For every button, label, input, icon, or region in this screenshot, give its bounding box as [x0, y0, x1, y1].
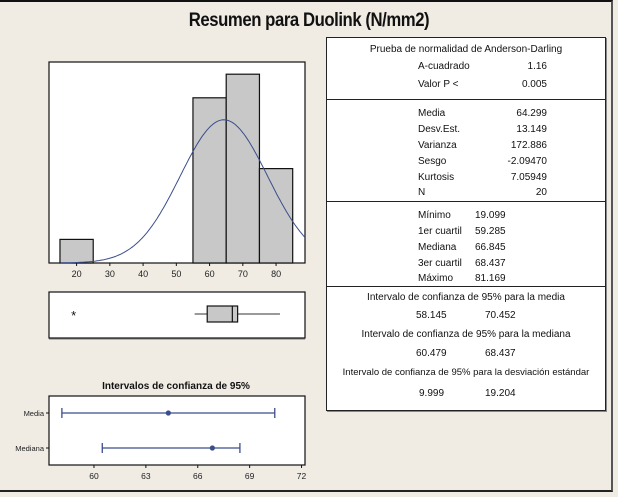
stat-value: 20	[535, 187, 547, 198]
normality-heading: Prueba de normalidad de Anderson-Darling	[369, 44, 563, 55]
ci-mean-low: 58.145	[416, 310, 447, 321]
stat-label: Kurtosis	[418, 172, 455, 183]
stat-value: 19.099	[475, 210, 506, 221]
ci-plot	[15, 381, 306, 481]
stat-value: -2.09470	[507, 156, 547, 167]
ci-median-heading: Intervalo de confianza de 95% para la mediana	[361, 329, 571, 340]
stat-value: 66.845	[475, 242, 506, 253]
tick-label: 40	[138, 269, 149, 279]
stat-value: 81.169	[475, 273, 506, 284]
tick-label: 60	[204, 269, 215, 279]
histogram-bar	[259, 169, 292, 263]
stat-label: Sesgo	[418, 156, 447, 167]
stat-label: Media	[418, 108, 446, 119]
stat-label: Varianza	[418, 140, 457, 151]
stat-label: 3er cuartil	[418, 258, 462, 269]
tick-label: 69	[244, 471, 255, 481]
tick-label: 80	[271, 269, 282, 279]
stat-value: 0.005	[521, 79, 547, 90]
moments-section	[327, 99, 605, 202]
ci-mean-heading: Intervalo de confianza de 95% para la media	[367, 292, 565, 303]
ci-estimate-dot	[210, 445, 215, 450]
tick-label: 30	[104, 269, 115, 279]
iqr-box	[207, 306, 237, 322]
stat-value: 172.886	[510, 140, 547, 151]
page-title: Resumen para Duolink (N/mm2)	[188, 10, 430, 31]
quantiles-section	[327, 201, 605, 287]
tick-label: 50	[171, 269, 182, 279]
ci-estimate-dot	[166, 410, 171, 415]
tick-label: 60	[89, 471, 99, 481]
summary-panel	[326, 37, 606, 411]
histogram-bar	[60, 239, 93, 263]
stat-value: 1.16	[527, 61, 547, 72]
tick-label: 63	[141, 471, 151, 481]
tick-label: 66	[193, 471, 203, 481]
ci-row-label: Mediana	[15, 444, 44, 453]
histogram	[49, 62, 305, 279]
histogram-bar	[193, 98, 226, 263]
ci-median-high: 68.437	[485, 348, 516, 359]
stat-label: Desv.Est.	[418, 124, 461, 135]
stat-label: A-cuadrado	[418, 61, 470, 72]
ci-sd-heading: Intervalo de confianza de 95% para la desviación estándar	[342, 367, 590, 378]
stat-value: 64.299	[516, 108, 547, 119]
histogram-bar	[226, 74, 259, 263]
ci-mean-high: 70.452	[485, 310, 516, 321]
stat-label: N	[418, 187, 426, 198]
ci-plot-title: Intervalos de confianza de 95%	[102, 381, 250, 392]
normality-section	[327, 38, 605, 99]
tick-label: 72	[296, 471, 307, 481]
boxplot	[49, 292, 305, 339]
ci-x-axis	[89, 465, 306, 481]
tick-label: 20	[71, 269, 82, 279]
stat-label: Máximo	[418, 273, 454, 284]
ci-row-label: Media	[23, 409, 44, 418]
ci-sd-low: 9.999	[419, 388, 445, 399]
stat-value: 59.285	[475, 226, 506, 237]
outlier-marker: *	[71, 308, 77, 323]
ci-sd-high: 19.204	[485, 388, 516, 399]
stat-label: Mínimo	[418, 210, 451, 221]
stat-value: 13.149	[516, 124, 547, 135]
ci-median-low: 60.479	[416, 348, 447, 359]
stat-value: 7.05949	[510, 172, 547, 183]
stat-label: Valor P <	[418, 79, 459, 90]
intervals-section	[327, 286, 605, 412]
histogram-x-axis	[72, 263, 281, 279]
stat-label: 1er cuartil	[418, 226, 462, 237]
stat-value: 68.437	[475, 258, 506, 269]
tick-label: 70	[237, 269, 248, 279]
stat-label: Mediana	[418, 242, 457, 253]
